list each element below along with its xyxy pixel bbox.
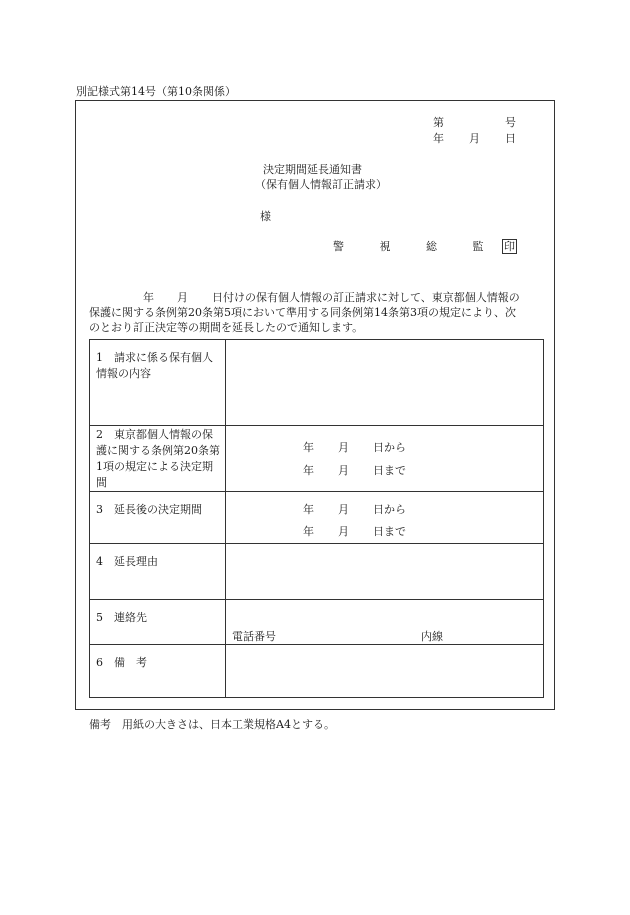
row6-content-cell — [226, 645, 544, 698]
row6-label-cell — [90, 645, 226, 698]
footnote: 備考 用紙の大きさは、日本工業規格A4とする。 — [89, 718, 335, 731]
row2-from-month: 月 — [338, 441, 349, 454]
body-line3: のとおり訂正決定等の期間を延長したので通知します。 — [89, 321, 364, 334]
row3-label-cell — [90, 492, 226, 544]
table-row — [90, 340, 544, 426]
row4-label-cell — [90, 544, 226, 600]
doc-subtitle: （保有個人情報訂正請求） — [255, 178, 387, 191]
doc-title: 決定期間延長通知書 — [263, 163, 362, 176]
table-row — [90, 426, 544, 492]
row3-content-cell — [226, 492, 544, 544]
row2-to-month: 月 — [338, 464, 349, 477]
row2-from-day: 日から — [373, 441, 406, 454]
row6-label: 6 備 考 — [96, 656, 147, 669]
row3-to-day: 日まで — [373, 525, 406, 538]
row3-from — [303, 501, 406, 517]
form-reference: 別記様式第14号（第10条関係） — [76, 85, 236, 98]
row5-content-cell — [226, 600, 544, 645]
row1-label: 1 請求に係る保有個人情報の内容 — [96, 351, 213, 380]
doc-date-month: 月 — [469, 132, 480, 145]
row3-to-year: 年 — [303, 525, 314, 538]
row3-from-year: 年 — [303, 503, 314, 516]
body-line1: 日付けの保有個人情報の訂正請求に対して、東京都個人情報の — [212, 291, 520, 304]
body-year: 年 — [143, 291, 154, 304]
row3-to-month: 月 — [338, 525, 349, 538]
row4-content-cell — [226, 544, 544, 600]
row1-label-cell — [90, 340, 226, 426]
row1-content-cell — [226, 340, 544, 426]
row2-to — [303, 462, 406, 478]
row2-from — [303, 439, 406, 455]
row5-phone-label: 電話番号 — [232, 630, 276, 643]
addressee-suffix: 様 — [260, 210, 271, 223]
row5-label-cell — [90, 600, 226, 645]
doc-date-year: 年 — [433, 132, 444, 145]
table-row — [90, 645, 544, 698]
table-row — [90, 544, 544, 600]
table-row — [90, 600, 544, 645]
table-row — [90, 492, 544, 544]
form-table — [89, 339, 544, 698]
row2-content-cell — [226, 426, 544, 492]
row4-label: 4 延長理由 — [96, 555, 158, 568]
row5-extension-label: 内線 — [421, 630, 443, 643]
row2-to-year: 年 — [303, 464, 314, 477]
row3-from-month: 月 — [338, 503, 349, 516]
row3-from-day: 日から — [373, 503, 406, 516]
issuer-name: 警 視 総 監 — [333, 240, 500, 253]
row2-label: 2 東京都個人情報の保護に関する条例第20条第1項の規定による決定期間 — [96, 428, 220, 489]
doc-number-suffix: 号 — [505, 116, 516, 129]
doc-number-prefix: 第 — [433, 116, 444, 129]
row2-from-year: 年 — [303, 441, 314, 454]
row2-label-cell — [90, 426, 226, 492]
row3-to — [303, 523, 406, 539]
row5-label: 5 連絡先 — [96, 611, 147, 624]
row3-label: 3 延長後の決定期間 — [96, 503, 202, 516]
body-line2: 保護に関する条例第20条第5項において準用する同条例第14条第3項の規定により、次 — [89, 306, 516, 319]
issuer-seal-box — [502, 239, 517, 254]
row2-to-day: 日まで — [373, 464, 406, 477]
body-month: 月 — [177, 291, 188, 304]
seal-mark: 印 — [504, 240, 515, 253]
doc-date-day: 日 — [505, 132, 516, 145]
